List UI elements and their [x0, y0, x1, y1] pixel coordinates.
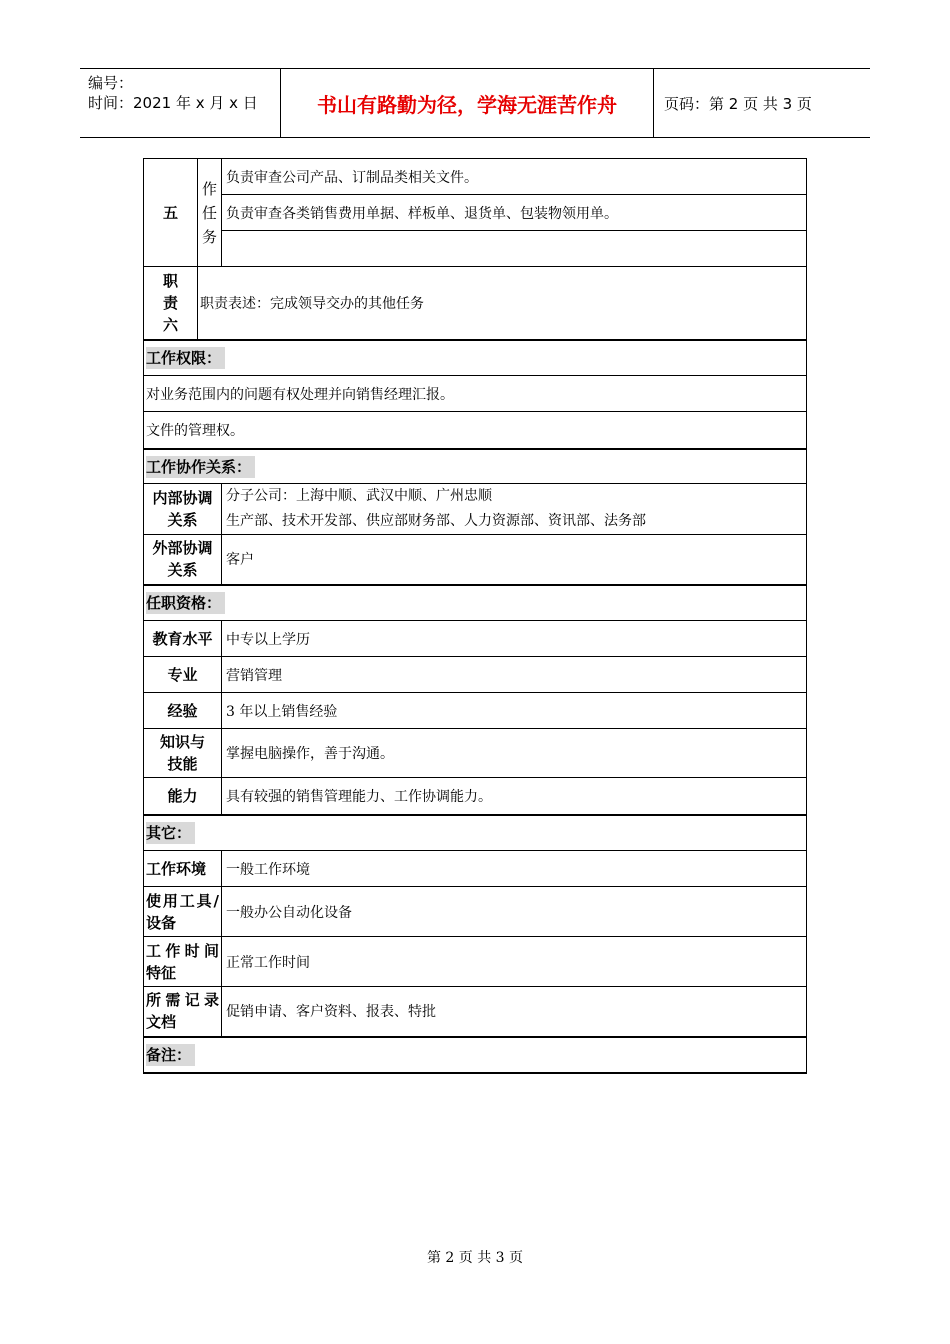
skills-value: 掌握电脑操作，善于沟通。: [222, 729, 807, 778]
header-motto: 书山有路勤为径，学海无涯苦作舟: [317, 92, 617, 117]
section-remarks-title: 备注：: [144, 1037, 807, 1073]
records-value: 促销申请、客户资料、报表、特批: [222, 987, 807, 1037]
section-other-title: 其它：: [144, 815, 807, 851]
job-description-table: [143, 158, 807, 1074]
internal-coordination-value: 分子公司：上海中顺、武汉中顺、广州忠顺 生产部、技术开发部、供应部财务部、人力资源部、资讯部、法务部: [222, 484, 807, 535]
doc-number-label: 编号：: [88, 74, 134, 92]
tools-value: 一般办公自动化设备: [222, 887, 807, 937]
duty-6-text: 职责表述：完成领导交办的其他任务: [198, 267, 807, 340]
header-meta: [80, 69, 280, 137]
duty-5-task: 负责审查公司产品、订制品类相关文件。: [222, 159, 807, 195]
major-label: 专业: [144, 657, 222, 693]
ability-value: 具有较强的销售管理能力、工作协调能力。: [222, 778, 807, 815]
header-page-info: 页码：第 2 页 共 3 页: [664, 94, 812, 113]
records-label: 所需记录文档: [144, 987, 222, 1037]
authority-item: 对业务范围内的问题有权处理并向销售经理汇报。: [144, 376, 807, 412]
external-coordination-value: 客户: [222, 535, 807, 585]
major-value: 营销管理: [222, 657, 807, 693]
duty-5-number: 五: [144, 159, 198, 267]
duty-5-task-label: 作 任 务: [198, 159, 222, 267]
experience-label: 经验: [144, 693, 222, 729]
page-footer: 第 2 页 共 3 页: [426, 1250, 524, 1266]
ability-label: 能力: [144, 778, 222, 815]
tools-label: 使用工具/设备: [144, 887, 222, 937]
work-environment-label: 工作环境: [144, 851, 222, 887]
duty-5-task: 负责审查各类销售费用单据、样板单、退货单、包装物领用单。: [222, 195, 807, 231]
section-authority-title: 工作权限：: [144, 340, 807, 376]
education-value: 中专以上学历: [222, 621, 807, 657]
internal-coordination-label: 内部协调关系: [144, 484, 222, 535]
skills-label: 知识与技能: [144, 729, 222, 778]
experience-value: 3 年以上销售经验: [222, 693, 807, 729]
work-environment-value: 一般工作环境: [222, 851, 807, 887]
section-qualification-title: 任职资格：: [144, 585, 807, 621]
duty-6-label: 职 责 六: [144, 267, 198, 340]
doc-time-label: 时间：2021 年 x 月 x 日: [88, 94, 258, 112]
external-coordination-label: 外部协调关系: [144, 535, 222, 585]
authority-item: 文件的管理权。: [144, 412, 807, 449]
header-divider: [653, 69, 654, 137]
duty-5-task: [222, 231, 807, 267]
education-label: 教育水平: [144, 621, 222, 657]
section-cooperation-title: 工作协作关系：: [144, 449, 807, 484]
work-time-label: 工作时间特征: [144, 937, 222, 987]
work-time-value: 正常工作时间: [222, 937, 807, 987]
page-header: [80, 68, 870, 138]
